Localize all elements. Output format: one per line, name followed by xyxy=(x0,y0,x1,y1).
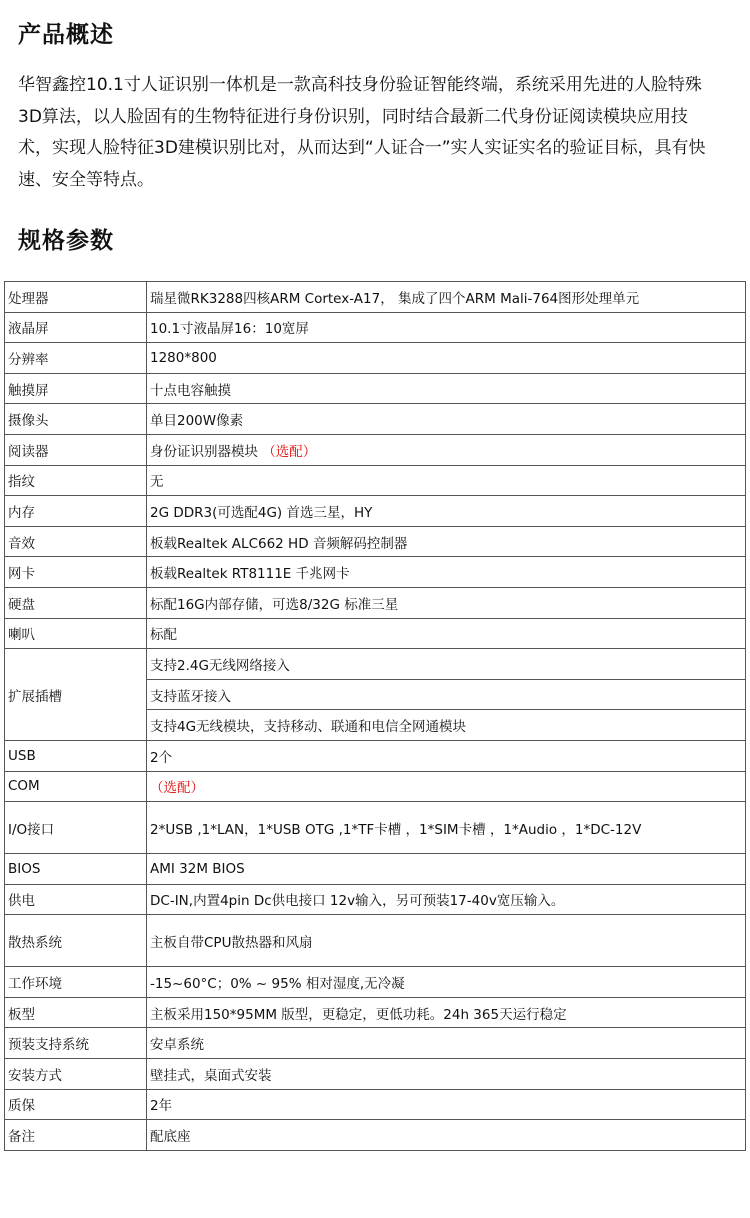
spec-value: 支持2.4G无线网络接入 xyxy=(147,649,746,680)
spec-row-lcd xyxy=(5,312,746,343)
spec-value: DC-IN,内置4pin Dc供电接口 12v输入，另可预装17-40v宽压输入。 xyxy=(147,884,746,915)
spec-value: 支持4G无线模块，支持移动、联通和电信全网通模块 xyxy=(147,710,746,741)
spec-row-resolution xyxy=(5,343,746,374)
spec-value-cell xyxy=(147,434,746,465)
spec-value: 瑞星微RK3288四核ARM Cortex-A17， 集成了四个ARM Mali-764图形处理单元 xyxy=(147,282,746,313)
spec-row-environment xyxy=(5,967,746,998)
specs-title: 规格参数 xyxy=(18,228,114,254)
spec-value: 板载Realtek RT8111E 千兆网卡 xyxy=(147,557,746,588)
spec-label: 预装支持系统 xyxy=(5,1028,147,1059)
spec-value: 单目200W像素 xyxy=(147,404,746,435)
spec-row-camera xyxy=(5,404,746,435)
spec-value: 2年 xyxy=(147,1089,746,1120)
spec-value: 标配 xyxy=(147,618,746,649)
spec-label: 音效 xyxy=(5,526,147,557)
spec-value: 10.1寸液晶屏16：10宽屏 xyxy=(147,312,746,343)
optional-note: （选配） xyxy=(262,443,317,460)
spec-table xyxy=(4,281,746,1151)
spec-label: 供电 xyxy=(5,884,147,915)
spec-value: 1280*800 xyxy=(147,343,746,374)
spec-row-cpu xyxy=(5,282,746,313)
spec-label: 分辨率 xyxy=(5,343,147,374)
spec-value: 身份证识别器模块 xyxy=(150,443,258,460)
spec-label: 扩展插槽 xyxy=(5,649,147,741)
spec-label: USB xyxy=(5,740,147,771)
spec-value: AMI 32M BIOS xyxy=(147,854,746,885)
spec-value: 安卓系统 xyxy=(147,1028,746,1059)
spec-row-audio xyxy=(5,526,746,557)
spec-label: 触摸屏 xyxy=(5,373,147,404)
spec-label: 散热系统 xyxy=(5,915,147,967)
spec-row-reader xyxy=(5,434,746,465)
spec-row-memory xyxy=(5,496,746,527)
spec-label: I/O接口 xyxy=(5,802,147,854)
spec-label: 阅读器 xyxy=(5,434,147,465)
spec-value: 配底座 xyxy=(147,1120,746,1151)
spec-label: 摄像头 xyxy=(5,404,147,435)
spec-value: 支持蓝牙接入 xyxy=(147,679,746,710)
overview-paragraph: 华智鑫控10.1寸人证识别一体机是一款高科技身份验证智能终端，系统采用先进的人脸特殊3D算法，以人脸固有的生物特征进行身份识别，同时结合最新二代身份证阅读模块应用技术，实现人脸特征3D建模识别比对，从而达到“人证合一”实人实证实名的验证目标，具有快速、安全等特点。 xyxy=(18,75,706,190)
spec-value: 板载Realtek ALC662 HD 音频解码控制器 xyxy=(147,526,746,557)
spec-label: 喇叭 xyxy=(5,618,147,649)
spec-value-cell xyxy=(147,771,746,802)
spec-label: 安装方式 xyxy=(5,1059,147,1090)
spec-value: 无 xyxy=(147,465,746,496)
spec-row-com xyxy=(5,771,746,802)
spec-row-nic xyxy=(5,557,746,588)
spec-label: 硬盘 xyxy=(5,587,147,618)
spec-row-storage xyxy=(5,587,746,618)
spec-label: 液晶屏 xyxy=(5,312,147,343)
spec-row-speaker xyxy=(5,618,746,649)
spec-label: 网卡 xyxy=(5,557,147,588)
spec-value: 2*USB ,1*LAN，1*USB OTG ,1*TF卡槽 ，1*SIM卡槽 ，1*Audio ，1*DC-12V xyxy=(147,802,746,854)
spec-row-warranty xyxy=(5,1089,746,1120)
spec-row-os xyxy=(5,1028,746,1059)
spec-label: 工作环境 xyxy=(5,967,147,998)
spec-value: 主板采用150*95MM 版型，更稳定，更低功耗。24h 365天运行稳定 xyxy=(147,997,746,1028)
spec-label: 内存 xyxy=(5,496,147,527)
optional-note: （选配） xyxy=(150,780,204,797)
spec-row-touch xyxy=(5,373,746,404)
spec-row-usb xyxy=(5,740,746,771)
spec-value: 壁挂式，桌面式安装 xyxy=(147,1059,746,1090)
spec-value: 主板自带CPU散热器和风扇 xyxy=(147,915,746,967)
spec-row-fingerprint xyxy=(5,465,746,496)
spec-row-board xyxy=(5,997,746,1028)
spec-row-power xyxy=(5,884,746,915)
spec-label: COM xyxy=(5,771,147,802)
spec-value: 十点电容触摸 xyxy=(147,373,746,404)
spec-row-io xyxy=(5,802,746,854)
spec-label: 质保 xyxy=(5,1089,147,1120)
spec-value: -15~60°C；0% ~ 95% 相对湿度,无冷凝 xyxy=(147,967,746,998)
spec-value: 2个 xyxy=(147,740,746,771)
spec-row-expansion xyxy=(5,649,746,680)
spec-row-mounting xyxy=(5,1059,746,1090)
spec-label: 处理器 xyxy=(5,282,147,313)
spec-label: 指纹 xyxy=(5,465,147,496)
spec-label: 板型 xyxy=(5,997,147,1028)
spec-value: 标配16G内部存储，可选8/32G 标准三星 xyxy=(147,587,746,618)
spec-row-bios xyxy=(5,854,746,885)
spec-value: 2G DDR3(可选配4G) 首选三星，HY xyxy=(147,496,746,527)
spec-label: 备注 xyxy=(5,1120,147,1151)
spec-row-notes xyxy=(5,1120,746,1151)
spec-label: BIOS xyxy=(5,854,147,885)
spec-row-cooling xyxy=(5,915,746,967)
overview-title: 产品概述 xyxy=(18,22,114,48)
